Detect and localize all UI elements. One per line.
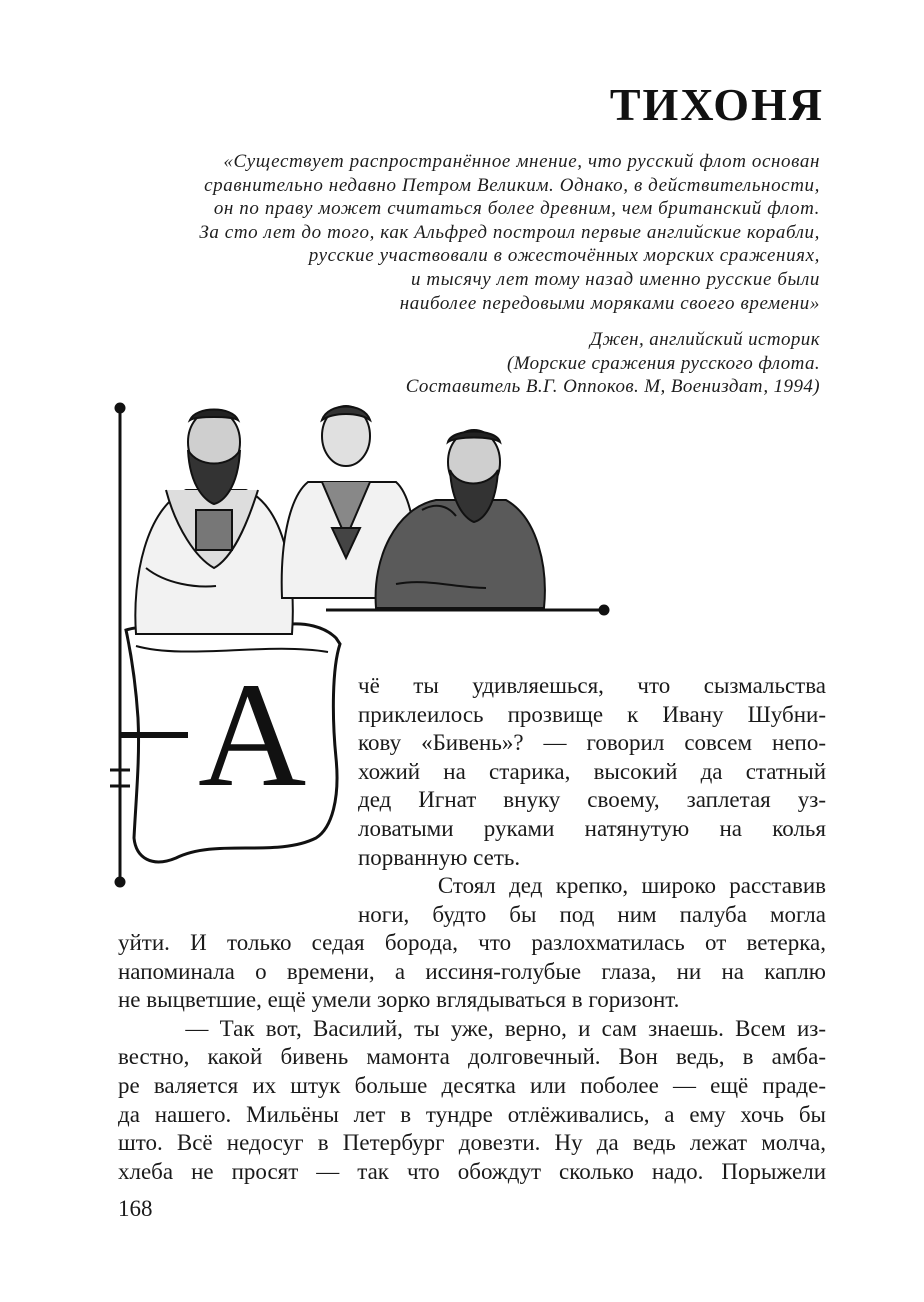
text-line: ловатыми руками натянутую на колья [358,815,826,841]
epigraph-line: сравнительно недавно Петром Великим. Однако, в действительности, [204,174,820,196]
text-line: да нашего. Мильёны лет в тундре отлёживались, а ему хочь бы [118,1101,826,1127]
epigraph-line: и тысячу лет тому назад именно русские были [410,268,820,290]
attribution-line: Составитель В.Г. Оппоков. М, Воениздат, 1994) [405,376,820,398]
text-line: хожий на старика, высокий да статный [358,758,826,784]
drop-cap-letter: А [198,652,307,818]
text-line: вестно, какой бивень мамонта долговечный. Вон ведь, в амба- [118,1044,826,1070]
text-line: напоминала о времени, а иссиня-голубые глаза, ни на каплю [118,958,826,984]
chapter-title: ТИХОНЯ [609,79,824,130]
text-line: ноги, будто бы под ним палуба могла [358,901,826,927]
dialogue-dash [120,732,188,738]
epigraph-line: «Существует распространённое мнение, что русский флот основан [223,151,820,172]
text-line: ре валяется их штук больше десятка или поболее — ещё праде- [118,1072,826,1098]
text-line: — Так вот, Василий, ты уже, верно, и сам знаешь. Всем из- [118,1015,826,1041]
epigraph [100,150,820,315]
epigraph-line: русские участвовали в ожесточённых морских сражениях, [308,245,820,267]
epigraph-attribution [100,328,820,399]
epigraph-line: За сто лет до того, как Альфред построил первые английские корабли, [199,221,820,243]
left-pole [110,404,130,886]
text-line: уйти. И только седая борода, что разлохматилась от ветерка, [118,930,826,955]
body-text-wide [118,929,826,1186]
sailor-left [135,410,292,635]
page-number: 168 [118,1196,153,1221]
text-line: кову «Бивень»? — говорил совсем непо- [358,730,826,756]
body-text-narrow [358,672,826,929]
text-line: Стоял дед крепко, широко расставив [358,873,826,899]
text-line: чё ты удивляешься, что сызмальства [358,673,826,698]
attribution-line: Джен, английский историк [590,329,820,350]
text-line: приклеилось прозвище к Ивану Шубни- [358,701,826,727]
epigraph-line: он по праву может считаться более древним, чем британский флот. [213,198,820,220]
text-line: порванную сеть. [358,844,521,870]
epigraph-line: наиболее передовыми моряками своего времени» [399,292,820,314]
text-line: што. Всё недосуг в Петербург довезти. Ну да ведь лежат молча, [118,1130,826,1156]
attribution-line: (Морские сражения русского флота. [507,352,820,374]
text-line: дед Игнат внуку своему, заплетая уз- [358,787,826,813]
text-line: не выцветшие, ещё умели зорко вглядываться в горизонт. [118,987,680,1013]
text-line: хлеба не просят — так что обождут сколько надо. Порыжели [118,1158,826,1184]
